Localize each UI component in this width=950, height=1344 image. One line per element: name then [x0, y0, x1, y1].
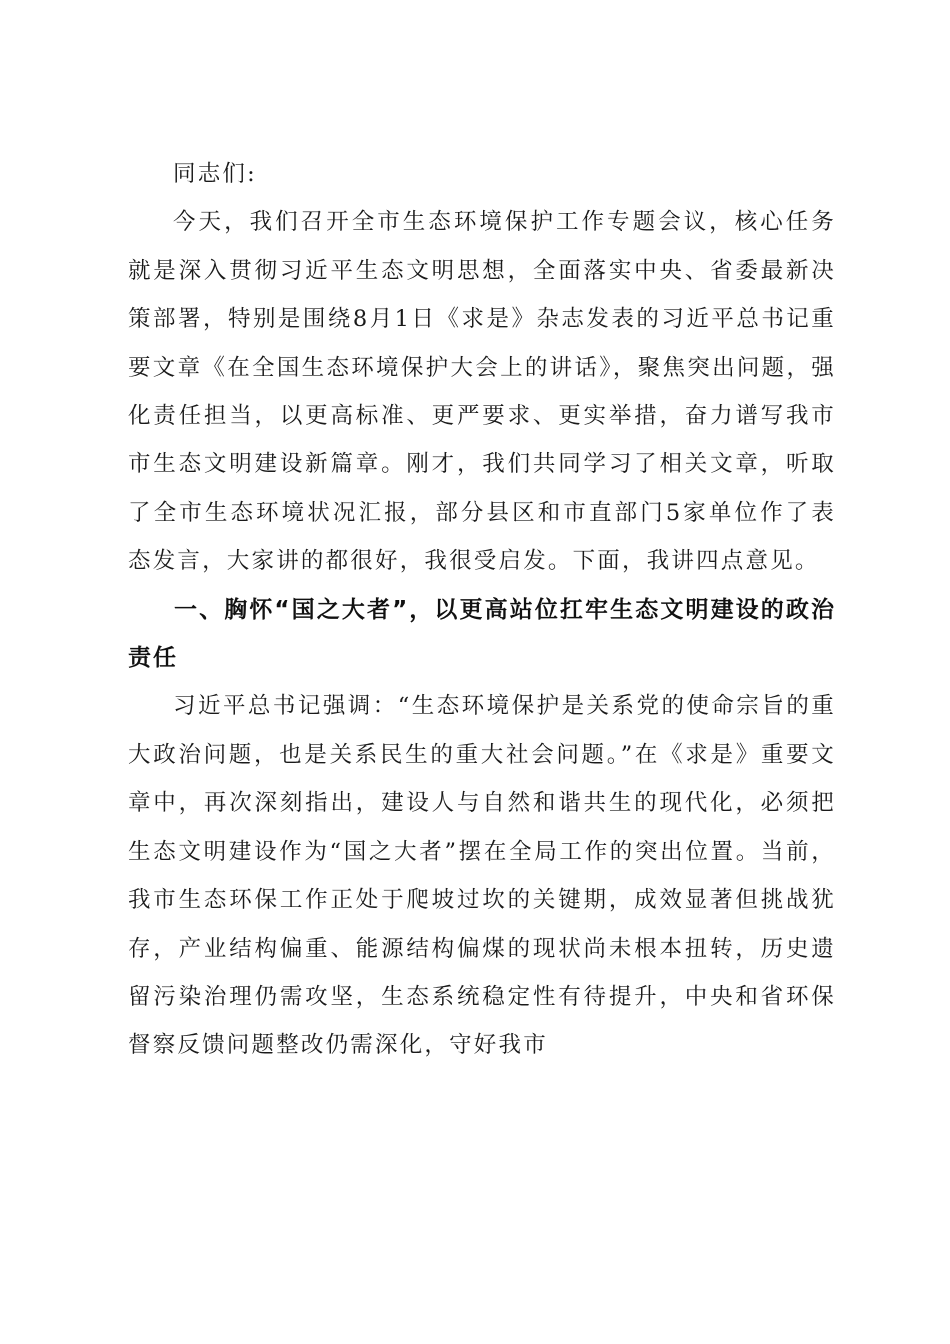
opening-paragraph: 今天，我们召开全市生态环境保护工作专题会议，核心任务就是深入贯彻习近平生态文明思想，全面落实中央、省委最新决策部署，特别是围绕8月1日《求是》杂志发表的习近平总书记重要文章《在全国生态环境保护大会上的讲话》，聚焦突出问题，强化责任担当，以更高标准、更严要求、更实举措，奋力谱写我市市生态文明建设新篇章。刚才，我们共同学习了相关文章，听取了全市生态环境状况汇报，部分县区和市直部门5家单位作了表态发言，大家讲的都很好，我很受启发。下面，我讲四点意见。 — [128, 209, 836, 575]
body-paragraph: 习近平总书记强调：“生态环境保护是关系党的使命宗旨的重大政治问题，也是关系民生的重大社会问题。”在《求是》重要文章中，再次深刻指出，建设人与自然和谐共生的现代化，必须把生态文明建设作为“国之大者”摆在全局工作的突出位置。当前，我市生态环保工作正处于爬坡过坎的关键期，成效显著但挑战犹存，产业结构偏重、能源结构偏煤的现状尚未根本扭转，历史遗留污染治理仍需攻坚，生态系统稳定性有待提升，中央和省环保督察反馈问题整改仍需深化，守好我市 — [128, 693, 836, 1059]
document-body — [128, 150, 836, 1070]
salutation: 同志们: — [173, 161, 257, 187]
section-heading: 一、胸怀“国之大者”，以更高站位扛牢生态文明建设的政治责任 — [128, 596, 836, 672]
